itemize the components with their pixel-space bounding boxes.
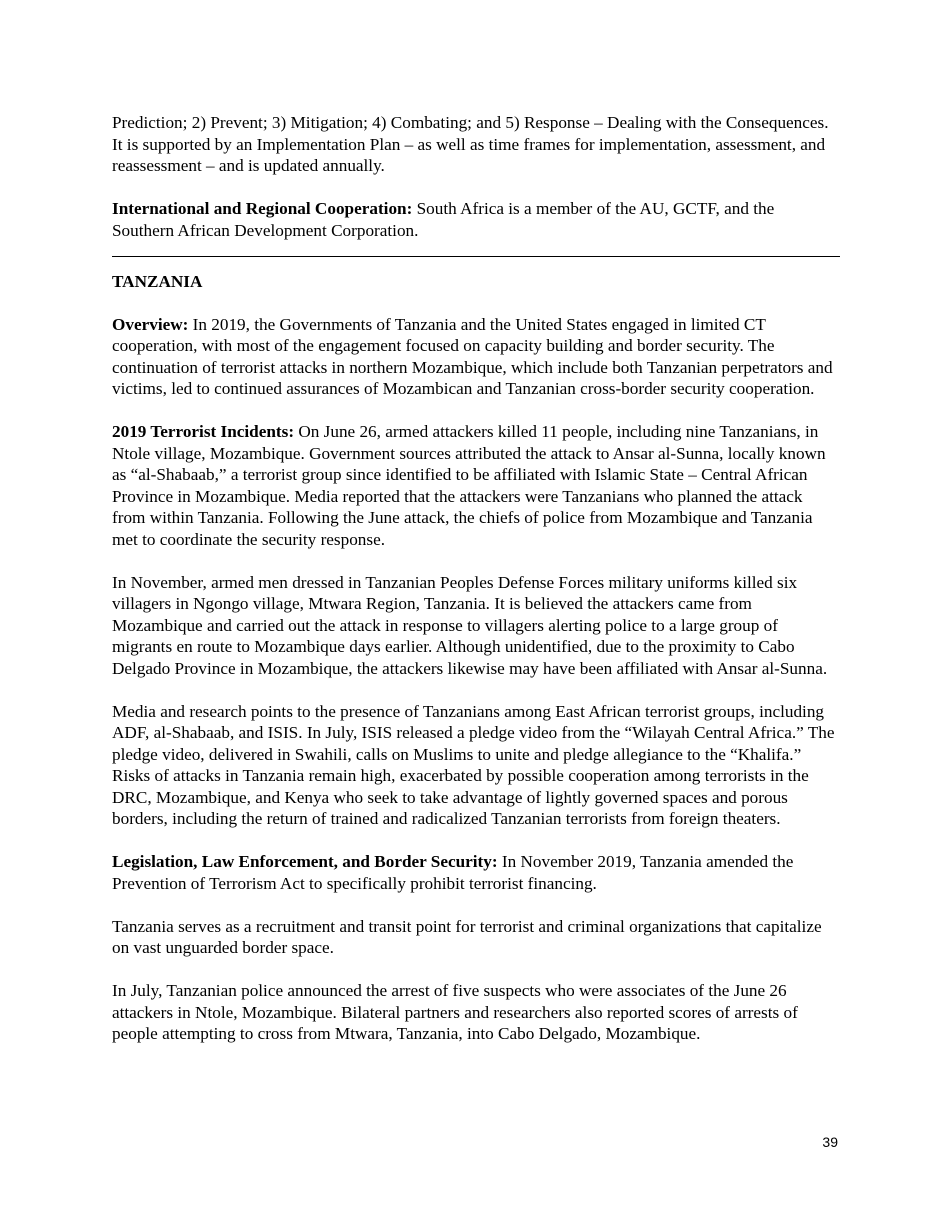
paragraph-media-research: Media and research points to the presence of Tanzanians among East African terrorist groups, including ADF, al-Shabaab, and ISIS. In July, ISIS released a pledge video from the “Wilayah Central Africa.” The pledge video, delivered in Swahili, calls on Muslims to unite and pledge allegiance to the “Khalifa.” Risks of attacks in Tanzania remain high, exacerbated by possible cooperation among terrorists in the DRC, Mozambique, and Kenya who seek to take advantage of lightly governed spaces and porous borders, including the return of trained and radicalized Tanzanian terrorists from foreign theaters.	[112, 701, 835, 828]
section-lead-international-cooperation: International and Regional Cooperation:	[112, 199, 413, 218]
paragraph-strategy-continued: Prediction; 2) Prevent; 3) Mitigation; 4) Combating; and 5) Response – Dealing with the Consequences. It is supported by an Implementation Plan – as well as time frames for implementation, assessment, and reassessment – and is updated annually.	[112, 113, 829, 175]
section-lead-legislation: Legislation, Law Enforcement, and Border Security:	[112, 852, 498, 871]
paragraph-legislation	[112, 851, 840, 894]
paragraph-july-arrests: In July, Tanzanian police announced the arrest of five suspects who were associates of the June 26 attackers in Ntole, Mozambique. Bilateral partners and researchers also reported scores of arrests of people attempting to cross from Mtwara, Tanzania, into Cabo Delgado, Mozambique.	[112, 981, 798, 1043]
paragraph-terrorist-incidents	[112, 421, 840, 550]
section-lead-overview: Overview:	[112, 314, 189, 334]
section-lead-terrorist-incidents: 2019 Terrorist Incidents:	[112, 422, 295, 441]
section-body-international-cooperation: South Africa is a member of the AU, GCTF, and the Southern African Development Corporation.	[112, 199, 775, 240]
paragraph-november-attack: In November, armed men dressed in Tanzanian Peoples Defense Forces military uniforms killed six villagers in Ngongo village, Mtwara Region, Tanzania. It is believed the attackers came from Mozambique and carried out the attack in response to villagers alerting police to a large group of migrants en route to Mozambique days earlier. Although unidentified, due to the proximity to Cabo Delgado Province in Mozambique, the attackers likewise may have been affiliated with Ansar al-Sunna.	[112, 572, 828, 678]
paragraph-recruitment-transit: Tanzania serves as a recruitment and transit point for terrorist and criminal organizations that capitalize on vast unguarded border space.	[112, 916, 822, 957]
section-body-terrorist-incidents: On June 26, armed attackers killed 11 people, including nine Tanzanians, in Ntole village, Mozambique. Government sources attributed the attack to Ansar al-Sunna, locally known as “al-Shabaab,” a terrorist group since identified to be affiliated with Islamic State – Central African Province in Mozambique. Media reported that the attackers were Tanzanians who planned the attack from within Tanzania. Following the June attack, the chiefs of police from Mozambique and Tanzania met to coordinate the security response.	[112, 422, 826, 549]
country-heading: TANZANIA	[112, 271, 203, 291]
paragraph-international-cooperation	[112, 198, 840, 241]
section-body-overview: In 2019, the Governments of Tanzania and the United States engaged in limited CT cooperation, with most of the engagement focused on capacity building and border security. The continuation of terrorist attacks in northern Mozambique, which include both Tanzanian perpetrators and victims, led to continued assurances of Mozambican and Tanzanian cross-border security cooperation.	[112, 314, 833, 398]
document-body	[112, 112, 840, 1066]
section-divider-wrap	[112, 263, 840, 271]
section-body-legislation: In November 2019, Tanzania amended the Prevention of Terrorism Act to specifically prohibit terrorist financing.	[112, 852, 794, 893]
section-divider	[112, 256, 840, 257]
paragraph-overview	[112, 314, 840, 400]
page-number: 39	[822, 1134, 838, 1150]
